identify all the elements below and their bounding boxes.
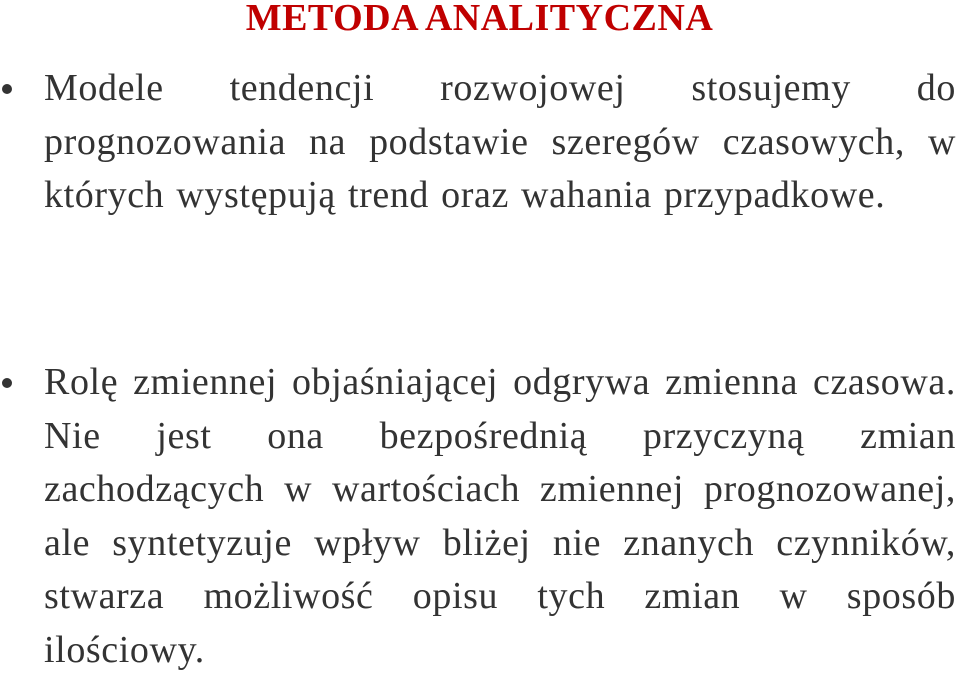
bullet-text: Rolę zmiennej objaśniającej odgrywa zmienna czasowa. Nie jest ona bezpośrednią przyczyną zmian zachodzących w wartościach zmiennej prognozowanej, ale syntetyzuje wpływ bliżej nie znanych czynników, stwarza możliwość opisu tych zmian w sposób ilościowy. <box>44 361 956 671</box>
bullet-dot-icon <box>2 84 12 94</box>
bullet-dot-icon <box>2 378 12 388</box>
slide-title: METODA ANALITYCZNA <box>245 0 714 39</box>
bullet-text: Modele tendencji rozwojowej stosujemy do prognozowania na podstawie szeregów czasowych, w których występują trend oraz wahania przypadkowe. <box>44 67 956 216</box>
